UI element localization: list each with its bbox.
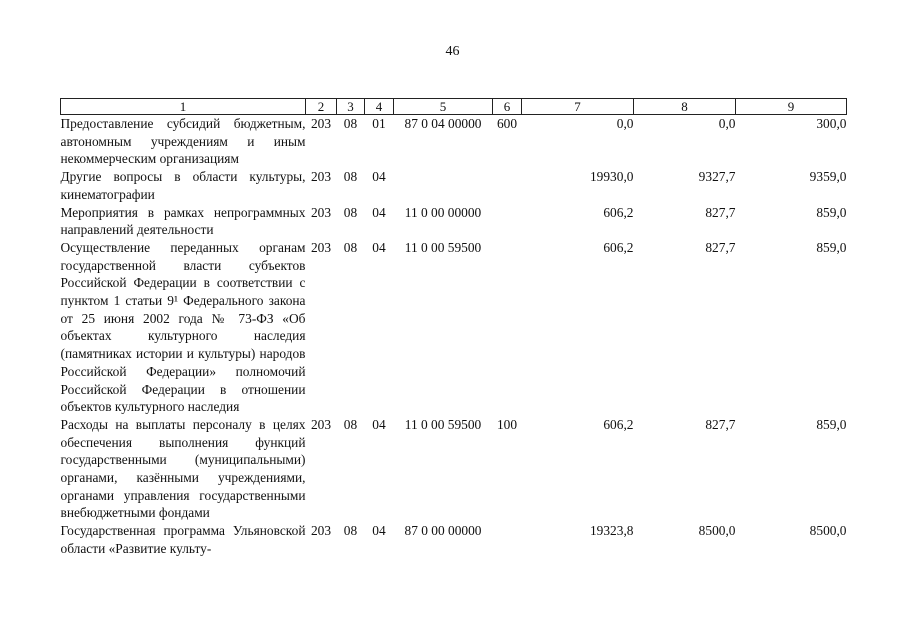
column-header: 8 <box>634 99 736 115</box>
row-code-3: 08 <box>343 416 358 432</box>
column-header: 4 <box>365 99 394 115</box>
column-header: 7 <box>522 99 634 115</box>
row-code-3: 08 <box>343 169 358 185</box>
row-name: Мероприятия в рамках непрограммных направлений деятельности <box>60 204 306 238</box>
row-value-7: 606,2 <box>603 239 634 255</box>
row-code-2: 203 <box>310 416 332 432</box>
table-row <box>61 522 847 557</box>
row-code-4: 04 <box>372 523 386 539</box>
row-code-4: 04 <box>372 239 386 255</box>
row-code-5: 11 0 00 00000 <box>404 204 482 220</box>
row-code-4: 04 <box>372 204 386 220</box>
row-code-2: 203 <box>310 116 332 131</box>
row-value-7: 606,2 <box>603 416 634 432</box>
row-value-9: 859,0 <box>816 239 847 255</box>
row-code-3: 08 <box>343 523 358 539</box>
row-code-5: 87 0 04 00000 <box>404 116 482 131</box>
row-value-8: 9327,7 <box>698 169 736 185</box>
row-name: Предоставление субсидий бюджетным, автономным учреждениям и иным некоммерческим организациям <box>60 116 306 167</box>
row-value-8: 8500,0 <box>698 523 736 539</box>
row-code-5: 87 0 00 00000 <box>404 523 482 539</box>
row-value-8: 827,7 <box>705 416 736 432</box>
row-code-2: 203 <box>310 204 332 220</box>
column-header: 1 <box>61 99 306 115</box>
table-row <box>61 239 847 416</box>
table-row <box>61 115 847 169</box>
row-value-9: 300,0 <box>816 116 847 131</box>
row-code-4: 01 <box>372 116 386 131</box>
row-value-7: 19323,8 <box>589 523 634 539</box>
row-value-8: 827,7 <box>705 204 736 220</box>
row-code-3: 08 <box>343 239 358 255</box>
row-value-8: 827,7 <box>705 239 736 255</box>
row-code-2: 203 <box>310 523 332 539</box>
row-code-5: 11 0 00 59500 <box>404 416 482 432</box>
row-code-6: 600 <box>496 116 518 131</box>
row-value-7: 19930,0 <box>589 169 634 185</box>
row-code-2: 203 <box>310 239 332 255</box>
row-code-4: 04 <box>372 169 386 185</box>
row-value-8: 0,0 <box>718 116 736 131</box>
row-value-9: 8500,0 <box>809 523 847 539</box>
row-name: Другие вопросы в области культуры, кинематографии <box>60 169 306 202</box>
row-code-6 <box>493 239 522 416</box>
row-code-3: 08 <box>343 116 358 131</box>
row-code-4: 04 <box>372 416 386 432</box>
table-row <box>61 204 847 239</box>
row-code-5 <box>394 168 493 203</box>
row-name: Осуществление переданных органам государственной власти субъектов Российской Федерации в соответствии с пунктом 1 статьи 9¹ Федерального закона от 25 июня 2002 года № 73-ФЗ «Об объектах культурного наследия (памятниках истории и культуры) народов Российской Федерации» полномочий Российской Федерации в отношении объектов культурного наследия <box>60 239 306 415</box>
row-code-3: 08 <box>343 204 358 220</box>
row-name: Государственная программа Ульяновской области «Развитие культу- <box>60 523 306 556</box>
budget-table <box>60 98 847 558</box>
row-value-9: 859,0 <box>816 416 847 432</box>
row-value-9: 859,0 <box>816 204 847 220</box>
row-value-7: 0,0 <box>616 116 634 131</box>
table-row <box>61 168 847 203</box>
row-value-9: 9359,0 <box>809 169 847 185</box>
row-code-6 <box>493 522 522 557</box>
row-code-5: 11 0 00 59500 <box>404 239 482 255</box>
column-header: 5 <box>394 99 493 115</box>
column-header: 3 <box>337 99 365 115</box>
column-header: 2 <box>306 99 337 115</box>
row-name: Расходы на выплаты персоналу в целях обеспечения выполнения функций государственными (муниципальными) органами, казёнными учреждениями, органами управления государственными внебюджетными фондами <box>60 416 306 521</box>
row-code-2: 203 <box>310 169 332 185</box>
column-header: 9 <box>736 99 847 115</box>
table-header-row <box>61 99 847 115</box>
table-row <box>61 416 847 522</box>
row-code-6: 100 <box>496 416 518 432</box>
row-value-7: 606,2 <box>603 204 634 220</box>
row-code-6 <box>493 168 522 203</box>
page-number: 46 <box>445 44 460 59</box>
column-header: 6 <box>493 99 522 115</box>
row-code-6 <box>493 204 522 239</box>
